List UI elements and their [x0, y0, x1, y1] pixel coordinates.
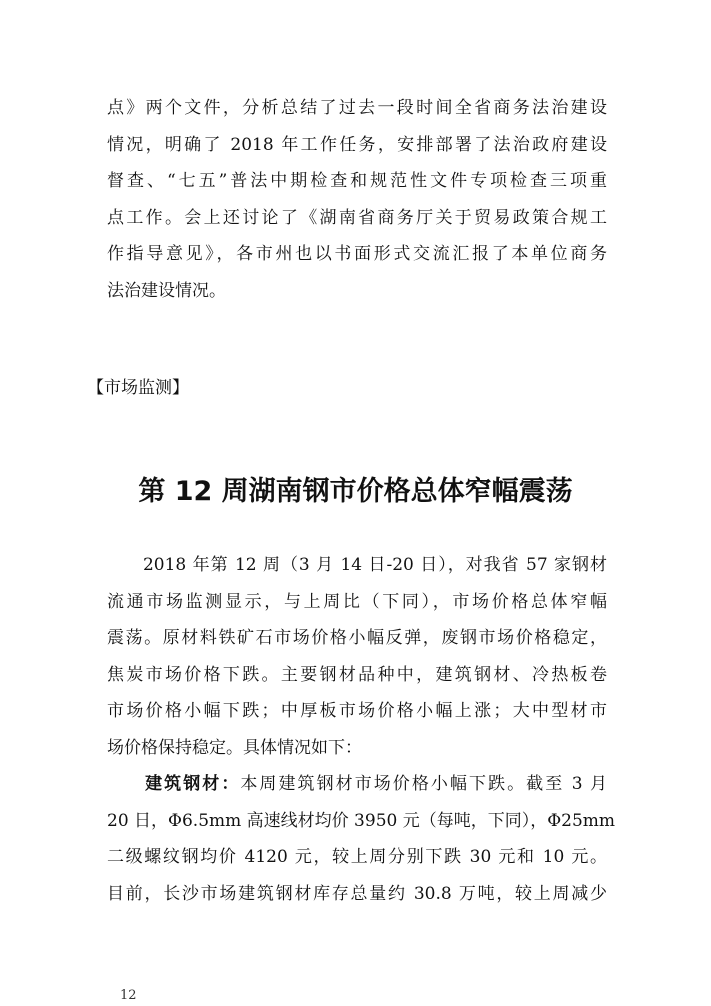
- text-line: 情况，明确了 2018 年工作任务，安排部署了法治政府建设: [107, 134, 607, 155]
- text-line: 20 日，Φ6.5mm 高速线材均价 3950 元（每吨，下同），Φ25mm: [107, 810, 616, 831]
- text-line: 作指导意见》，各市州也以书面形式交流汇报了本单位商务: [107, 244, 607, 264]
- bold-lead-term: 建筑钢材：: [145, 774, 241, 794]
- text-line: 流通市场监测显示，与上周比（下同），市场价格总体窄幅: [107, 591, 607, 612]
- text-line: 法治建设情况。: [107, 280, 226, 301]
- article-body: [107, 547, 616, 912]
- text-line: 焦炭市场价格下跌。主要钢材品种中，建筑钢材、冷热板卷: [107, 664, 607, 685]
- page-number: 12: [120, 988, 137, 1003]
- text-line: 目前，长沙市场建筑钢材库存总量约 30.8 万吨，较上周减少: [107, 883, 607, 904]
- text-line: 2018 年第 12 周（3 月 14 日-20 日），对我省 57 家钢材: [107, 555, 607, 575]
- article-title: 第 12 周湖南钢市价格总体窄幅震荡: [138, 476, 573, 507]
- text-line: 点》两个文件，分析总结了过去一段时间全省商务法治建设: [107, 98, 607, 118]
- text-line: 震荡。原材料铁矿石市场价格小幅反弹，废钢市场价格稳定，: [107, 628, 607, 648]
- text-fragment: 本周建筑钢材市场价格小幅下跌。截至 3 月: [240, 774, 608, 794]
- text-line: 场价格保持稳定。具体情况如下：: [107, 737, 362, 758]
- text-line: 点工作。会上还讨论了《湖南省商务厅关于贸易政策合规工: [107, 207, 607, 228]
- text-line: 市场价格小幅下跌；中厚板市场价格小幅上涨；大中型材市: [107, 701, 607, 721]
- intro-paragraph: [107, 90, 607, 309]
- text-line: [107, 766, 607, 803]
- text-line: 督查、“七五”普法中期检查和规范性文件专项检查三项重: [107, 171, 607, 191]
- section-heading: 【市场监测】: [87, 378, 189, 398]
- text-line: 二级螺纹钢均价 4120 元，较上周分别下跌 30 元和 10 元。: [107, 847, 607, 867]
